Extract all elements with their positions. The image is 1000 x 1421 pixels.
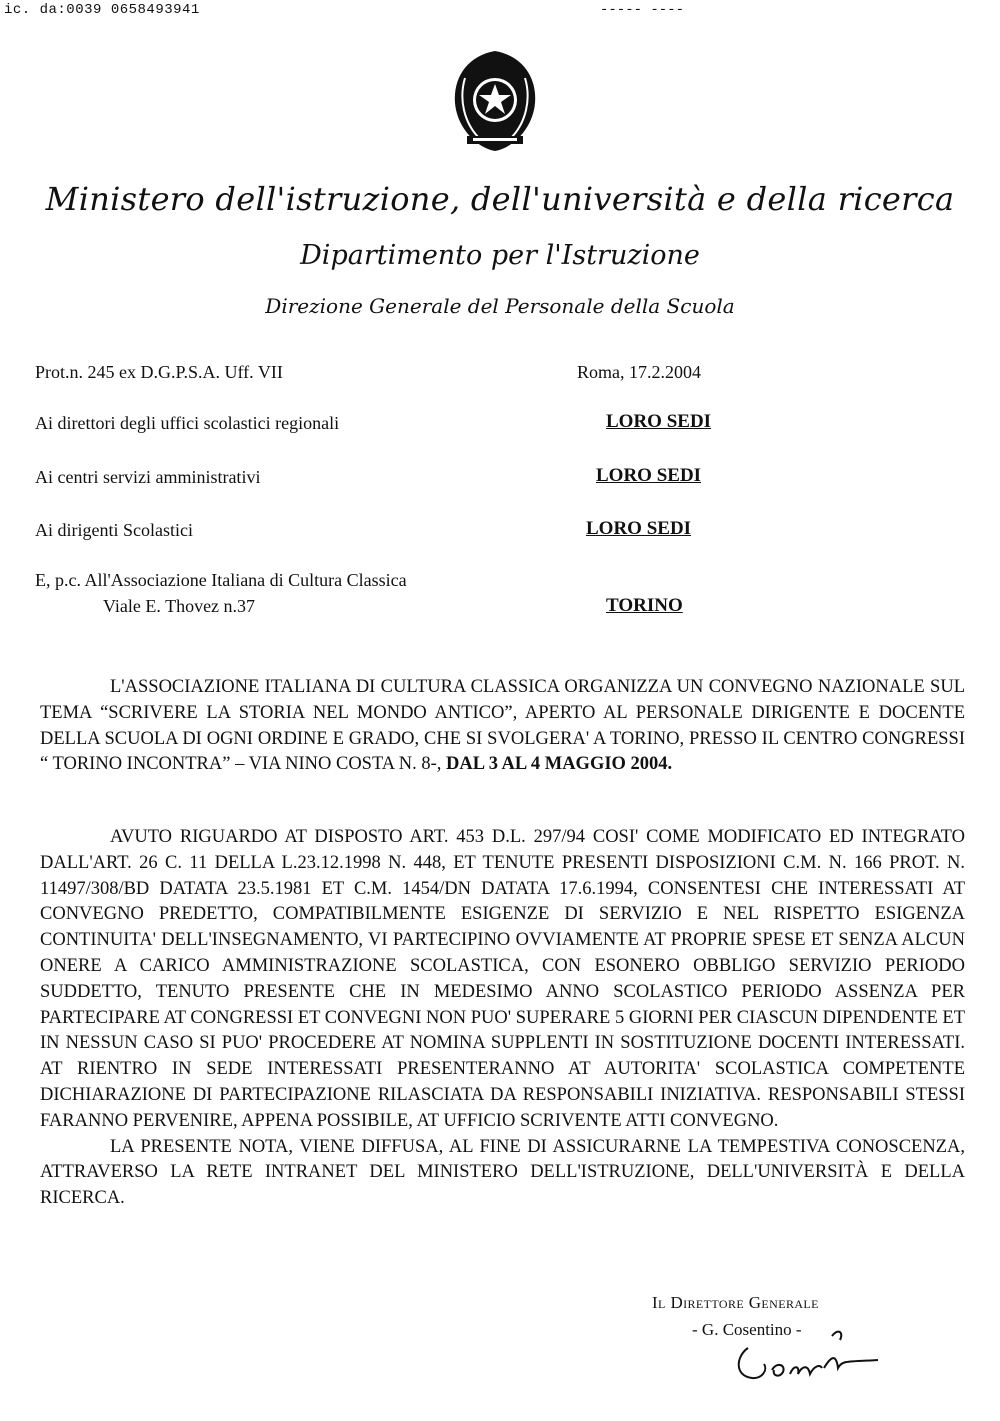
recipient-destination: LORO SEDI <box>586 518 692 539</box>
cc-address: Viale E. Thovez n.37 <box>103 596 256 616</box>
body-paragraph-2 <box>40 825 965 1212</box>
directorate-title: Direzione Generale del Personale della Scuola <box>265 294 735 318</box>
ministry-title: Ministero dell'istruzione, dell'università e della ricerca <box>45 180 955 218</box>
cc-recipient: E, p.c. All'Associazione Italiana di Cultura Classica <box>35 570 407 590</box>
protocol-number: Prot.n. 245 ex D.G.P.S.A. Uff. VII <box>35 362 283 382</box>
recipient-label: Ai centri servizi amministrativi <box>35 467 261 487</box>
recipient-label: Ai dirigenti Scolastici <box>35 520 193 540</box>
cc-destination: TORINO <box>606 595 683 616</box>
fax-header-right: ----- ---- <box>600 2 685 18</box>
department-title: Dipartimento per l'Istruzione <box>300 240 700 271</box>
place-date: Roma, 17.2.2004 <box>577 362 701 382</box>
recipient-label: Ai direttori degli uffici scolastici regionali <box>35 413 340 433</box>
signatory-name: - G. Cosentino - <box>692 1320 802 1339</box>
fax-header: ic. da:0039 0658493941 <box>4 2 200 18</box>
republic-emblem-icon <box>447 48 543 154</box>
paragraph-2-text: AVUTO RIGUARDO AT DISPOSTO ART. 453 D.L. 297/94 COSI' COME MODIFICATO ED INTEGRATO DALL'ART. 26 C. 11 DELLA L.23.12.1998 N. 448, ET TENUTE PRESENTI DISPOSIZIONI C.M. N. 166 PROT. N. 11497/308/BD DATATA 23.5.1981 ET C.M. 1454/DN DATATA 17.6.1994, CONSENTESI CHE INTERESSATI AT CONVEGNO PREDETTO, COMPATIBILMENTE ESIGENZE DI SERVIZIO E NEL RISPETTO ESIGENZA CONTINUITA' DELL'INSEGNAMENTO, VI PARTECIPINO OVVIAMENTE AT PROPRIE SPESE ET SENZA ALCUN ONERE A CARICO AMMINISTRAZIONE SCOLASTICA, CON ESONERO OBBLIGO SERVIZIO PERIODO SUDDETTO, TENUTO PRESENTE CHE IN MEDESIMO ANNO SCOLASTICO PERIODO ASSENZA PER PARTECIPARE AT CONGRESSI ET CONVEGNI NON PUO' SUPERARE 5 GIORNI PER CIASCUN DIPENDENTE ET IN NESSUN CASO SI PUO' PROCEDERE AT NOMINA SUPPLENTI IN SOSTITUZIONE DOCENTI INTERESSATI. AT RIENTRO IN SEDE INTERESSATI PRESENTERANNO AT AUTORITA' SCOLASTICA COMPETENTE DICHIARAZIONE DI PARTECIPAZIONE RILASCIATA DA RESPONSABILI INIZIATIVA. RESPONSABILI STESSI FARANNO PERVENIRE, APPENA POSSIBILE, AT UFFICIO SCRIVENTE ATTI CONVEGNO. <box>40 827 965 1131</box>
paragraph-3-text: LA PRESENTE NOTA, VIENE DIFFUSA, AL FINE DI ASSICURARNE LA TEMPESTIVA CONOSCENZA, ATTRAVERSO LA RETE INTRANET DEL MINISTERO DELL'ISTRUZIONE, DELL'UNIVERSITÀ E DELLA RICERCA. <box>40 1136 965 1209</box>
recipient-destination: LORO SEDI <box>596 465 702 486</box>
handwritten-signature <box>728 1318 878 1393</box>
paragraph-1-text: L'ASSOCIAZIONE ITALIANA DI CULTURA CLASSICA ORGANIZZA UN CONVEGNO NAZIONALE SUL TEMA “SCRIVERE LA STORIA NEL MONDO ANTICO”, APERTO AL PERSONALE DIRIGENTE E DOCENTE DELLA SCUOLA DI OGNI ORDINE E GRADO, CHE SI SVOLGERA' A TORINO, PRESSO IL CENTRO CONGRESSI “ TORINO INCONTRA” – VIA NINO COSTA N. 8-, <box>40 677 965 775</box>
event-dates: DAL 3 AL 4 MAGGIO 2004. <box>446 754 673 775</box>
recipient-destination: LORO SEDI <box>606 411 712 432</box>
signatory-title: Il Direttore Generale <box>652 1293 819 1312</box>
body-paragraph-1 <box>40 675 965 778</box>
